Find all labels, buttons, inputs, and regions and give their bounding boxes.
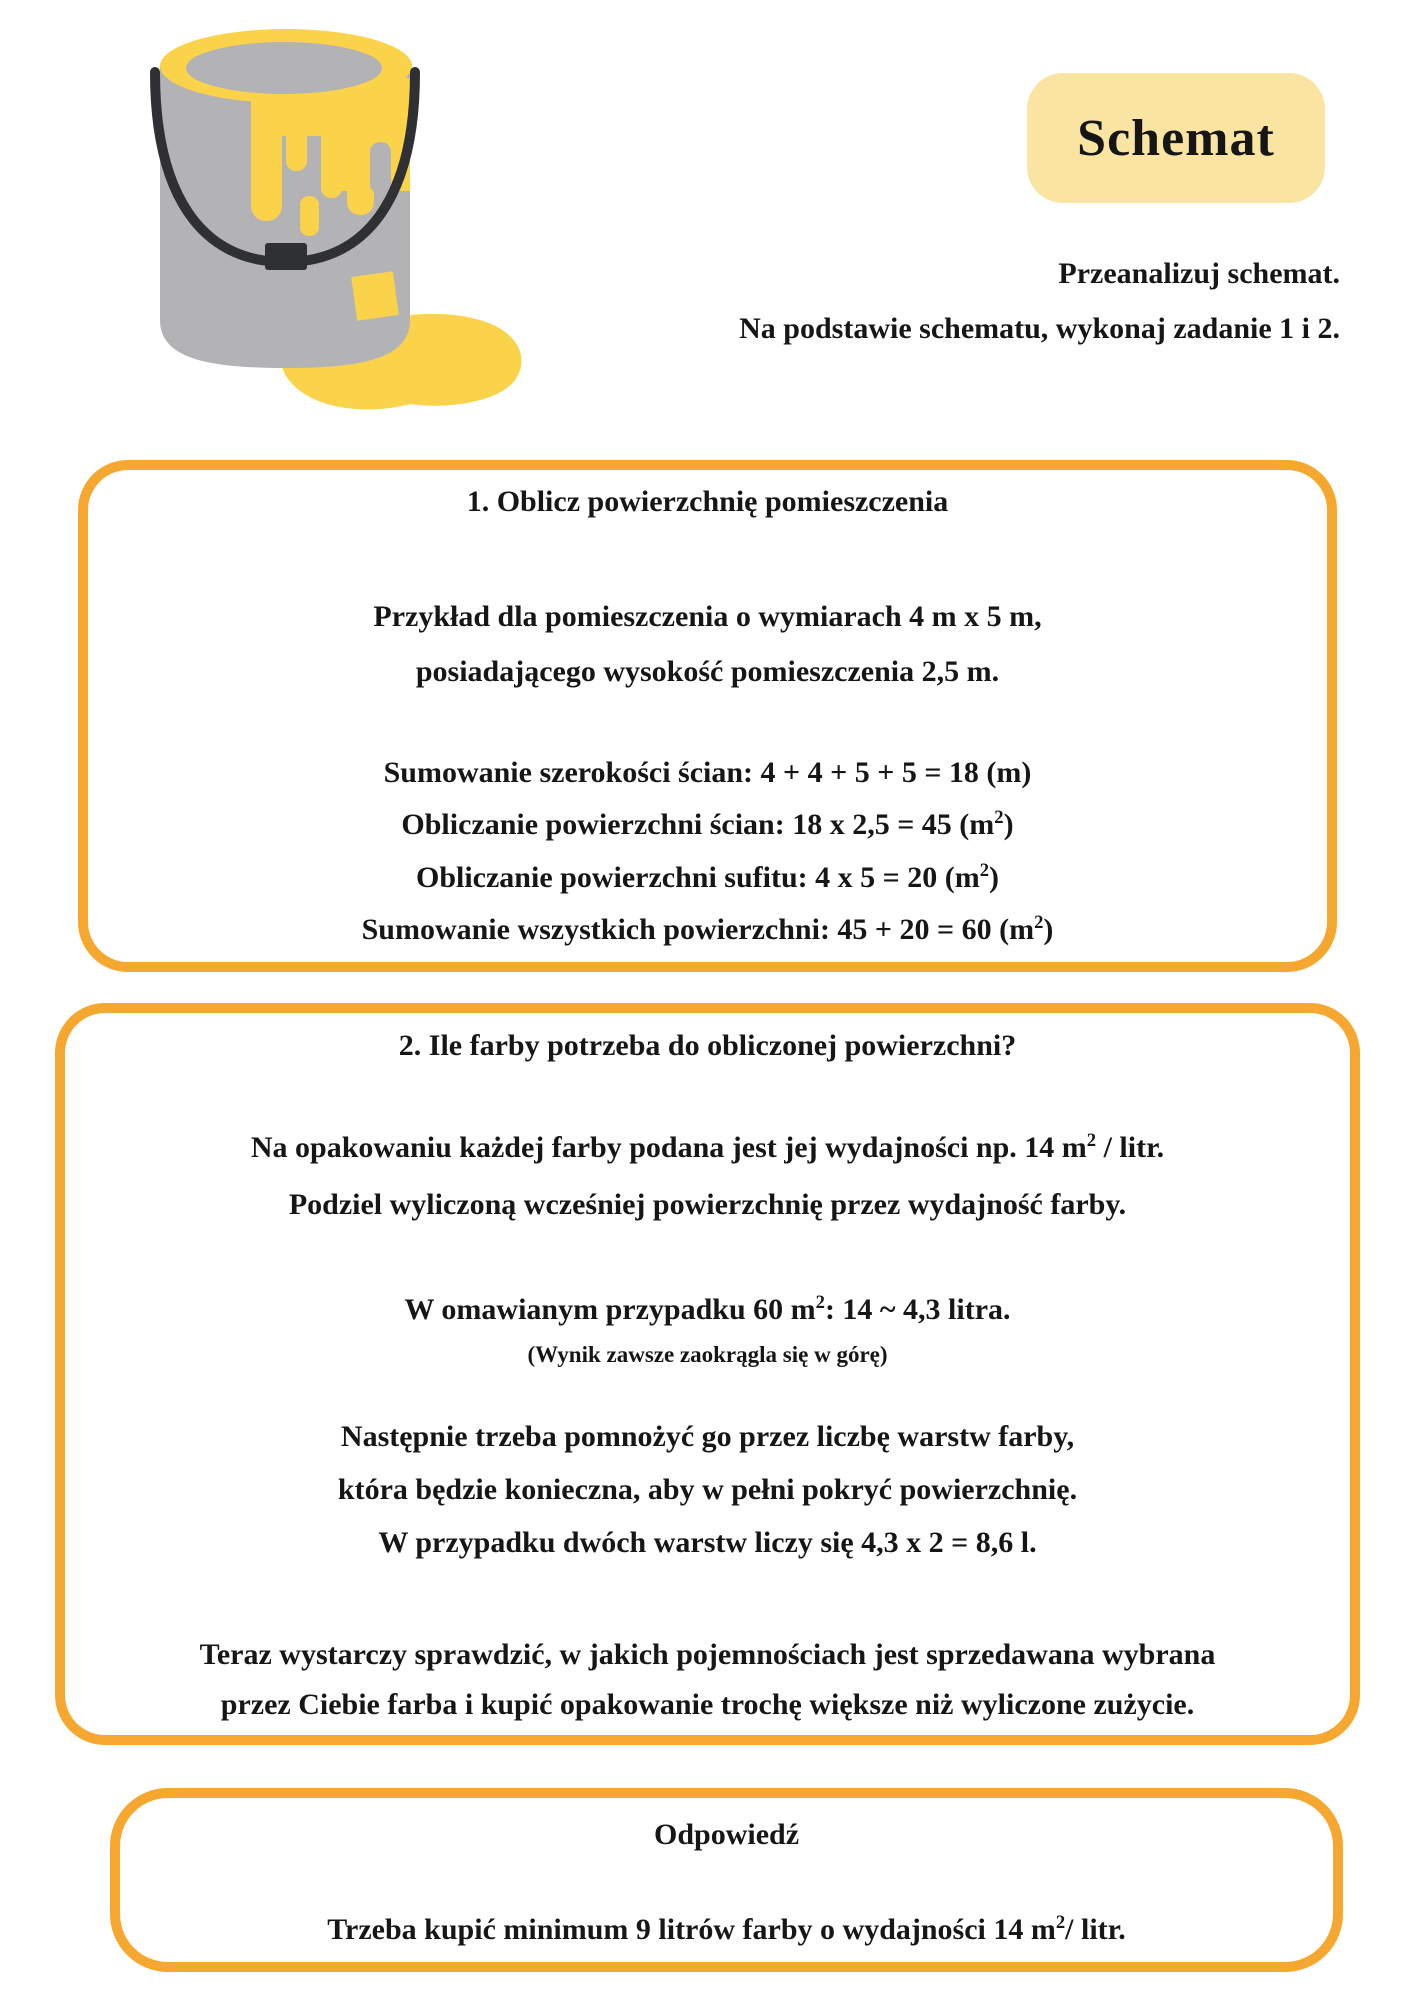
- step1-example-line: posiadającego wysokość pomieszczenia 2,5 m.: [415, 655, 1000, 688]
- answer-text: Trzeba kupić minimum 9 litrów farby o wydajności 14 $m^2/$ litr.: [327, 1912, 1126, 1946]
- intro-line-2: Na podstawie schematu, wykonaj zadanie 1 i 2.: [739, 312, 1340, 345]
- answer-title: Odpowiedź: [653, 1818, 800, 1851]
- step2-title: 2. Ile farby potrzeba do obliczonej powierzchni?: [398, 1029, 1017, 1062]
- step2-box: [55, 1003, 1360, 1745]
- step2-paragraph-line: Na opakowaniu każdej farby podana jest jej wydajności np. 14 $m^2$ / litr.: [250, 1130, 1165, 1164]
- step1-calc-line: Sumowanie szerokości ścian: 4 + 4 + 5 + 5 = 18 (m): [383, 756, 1032, 789]
- step2-paragraph-line: która będzie konieczna, aby w pełni pokryć powierzchnię.: [337, 1473, 1078, 1506]
- paint-bucket-icon: [108, 18, 568, 428]
- answer-box: [110, 1788, 1343, 1972]
- gray-drip-notch-shape: [370, 142, 391, 194]
- step1-example-line: Przykład dla pomieszczenia o wymiarach 4 m x 5 m,: [373, 600, 1042, 633]
- intro-line-1: Przeanalizuj schemat.: [1058, 257, 1340, 290]
- step2-paragraph-line: Podziel wyliczoną wcześniej powierzchnię przez wydajność farby.: [288, 1188, 1127, 1221]
- step2-paragraph-line: Następnie trzeba pomnożyć go przez liczbę warstw farby,: [340, 1420, 1075, 1453]
- step2-paragraph-line: W przypadku dwóch warstw liczy się 4,3 x 2 = 8,6 l.: [378, 1526, 1037, 1559]
- step2-note: (Wynik zawsze zaokrągla się w górę): [527, 1342, 888, 1367]
- step1-calc-line: Obliczanie powierzchni sufitu: 4 x 5 = 20 $(m^2)$: [415, 860, 1000, 894]
- bucket-label-square: [351, 271, 399, 320]
- handle-grip-shape: [265, 243, 307, 270]
- intro-text: [739, 246, 1340, 356]
- step2-paragraph-line: przez Ciebie farba i kupić opakowanie trochę większe niż wyliczone zużycie.: [220, 1688, 1195, 1721]
- badge-label: Schemat: [1077, 109, 1275, 167]
- step1-calc-line: Sumowanie wszystkich powierzchni: 45 + 20 = 60 $(m^2)$: [361, 912, 1054, 946]
- step2-paragraph-line: W omawianym przypadku 60 $m^2$: 14 ~ 4,3 litra.: [404, 1292, 1011, 1326]
- step1-box: [78, 460, 1337, 972]
- schemat-badge: [1027, 73, 1325, 203]
- step2-paragraph-line: Teraz wystarczy sprawdzić, w jakich pojemnościach jest sprzedawana wybrana: [199, 1638, 1216, 1671]
- step1-title: 1. Oblicz powierzchnię pomieszczenia: [466, 485, 949, 518]
- step1-calc-line: Obliczanie powierzchni ścian: 18 x 2,5 = 45 $(m^2)$: [401, 807, 1014, 841]
- bucket-opening-shape: [186, 42, 382, 94]
